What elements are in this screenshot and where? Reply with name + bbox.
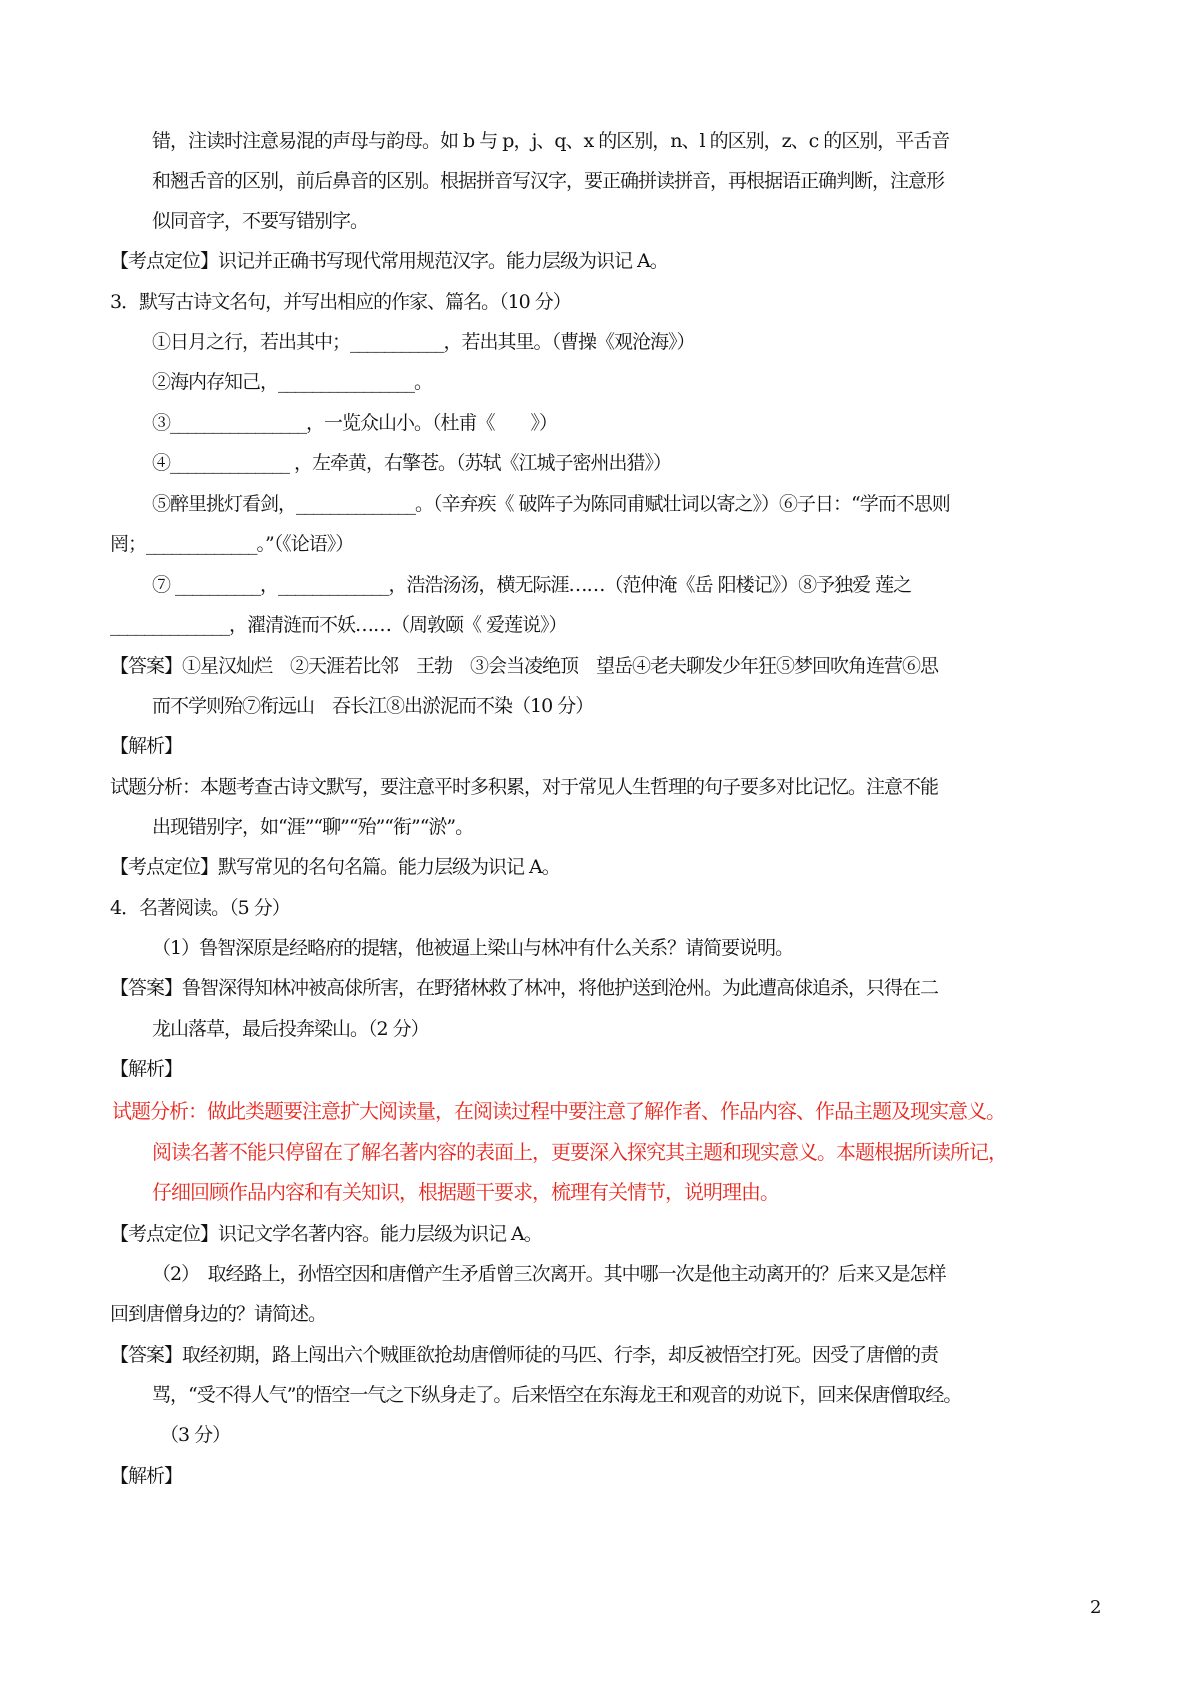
- text-line: ______________，濯清涟而不妖……（周敦颐《 爱莲说》）: [110, 614, 567, 636]
- highlighted-analysis-line: 仔细回顾作品内容和有关知识，根据题干要求，梳理有关情节，说明理由。: [152, 1180, 779, 1204]
- page-number: 2: [1090, 1597, 1102, 1618]
- answer-line: 【答案】取经初期，路上闯出六个贼匪欲抢劫唐僧师徒的马匹、行李，却反被悟空打死。因受了唐僧的责: [110, 1344, 939, 1366]
- answer-line: 【答案】①星汉灿烂 ②天涯若比邻 王勃 ③会当凌绝顶 望岳④老夫聊发少年狂⑤梦回吹角连营⑥思: [110, 655, 939, 677]
- text-line: ③________________，一览众山小。（杜甫《 》）: [152, 412, 558, 434]
- text-line: 【考点定位】识记文学名著内容。能力层级为识记 A。: [110, 1223, 542, 1245]
- text-line: 【考点定位】识记并正确书写现代常用规范汉字。能力层级为识记 A。: [110, 250, 668, 272]
- text-line: ④______________ ，左牵黄，右擎苍。（苏轼《江城子密州出猎》）: [152, 452, 672, 474]
- text-line: 和翘舌音的区别，前后鼻音的区别。根据拼音写汉字，要正确拼读拼音，再根据语正确判断，注意形: [152, 170, 945, 192]
- analysis-line: 出现错别字，如“涯”“聊”“殆”“衔”“淤”。: [152, 816, 474, 838]
- question-heading: 3．默写古诗文名句，并写出相应的作家、篇名。（10 分）: [110, 291, 571, 313]
- answer-line: 而不学则殆⑦衔远山 吞长江⑧出淤泥而不染（10 分）: [152, 695, 594, 717]
- text-line: ①日月之行，若出其中；___________，若出其里。（曹操《观沧海》）: [152, 331, 695, 353]
- text-line: 【考点定位】默写常见的名句名篇。能力层级为识记 A。: [110, 856, 560, 878]
- text-line: 似同音字，不要写错别字。: [152, 210, 369, 232]
- text-line: （1）鲁智深原是经略府的提辖，他被逼上梁山与林冲有什么关系？请简要说明。: [152, 937, 794, 959]
- text-line: ②海内存知己，________________。: [152, 371, 433, 393]
- text-line: ⑦ __________，_____________，浩浩汤汤，横无际涯……（范仲淹《岳 阳楼记》）⑧予独爱 莲之: [152, 574, 912, 596]
- analysis-label: 【解析】: [110, 1058, 183, 1080]
- answer-line: 【答案】鲁智深得知林冲被高俅所害，在野猪林救了林冲，将他护送到沧州。为此遭高俅追杀，只得在二: [110, 977, 939, 999]
- text-line: 回到唐僧身边的？请简述。: [110, 1303, 327, 1325]
- text-line: 罔；_____________。”（《论语》）: [110, 533, 354, 555]
- highlighted-analysis-line: 试题分析：做此类题要注意扩大阅读量，在阅读过程中要注意了解作者、作品内容、作品主题及现实意义。: [112, 1099, 1005, 1123]
- answer-line: 龙山落草，最后投奔梁山。（2 分）: [152, 1018, 429, 1040]
- highlighted-analysis-line: 阅读名著不能只停留在了解名著内容的表面上，更要深入探究其主题和现实意义。本题根据所读所记，: [152, 1140, 1007, 1164]
- analysis-label: 【解析】: [110, 1465, 183, 1487]
- analysis-line: 试题分析：本题考查古诗文默写，要注意平时多积累，对于常见人生哲理的句子要多对比记忆。注意不能: [110, 776, 939, 798]
- text-line: 错，注读时注意易混的声母与韵母。如 b 与 p，j、q、x 的区别，n、l 的区别，z、c 的区别，平舌音: [152, 130, 950, 152]
- question-heading: 4．名著阅读。（5 分）: [110, 897, 290, 919]
- text-line: （2） 取经路上，孙悟空因和唐僧产生矛盾曾三次离开。其中哪一次是他主动离开的？后来又是怎样: [152, 1263, 946, 1285]
- text-line: ⑤醉里挑灯看剑，______________。（辛弃疾《 破阵子为陈同甫赋壮词以寄之》）⑥子日：“学而不思则: [152, 493, 950, 515]
- answer-line: 骂，“受不得人气”的悟空一气之下纵身走了。后来悟空在东海龙王和观音的劝说下，回来保唐僧取经。: [152, 1384, 962, 1406]
- answer-line: （3 分）: [160, 1424, 231, 1446]
- analysis-label: 【解析】: [110, 735, 183, 757]
